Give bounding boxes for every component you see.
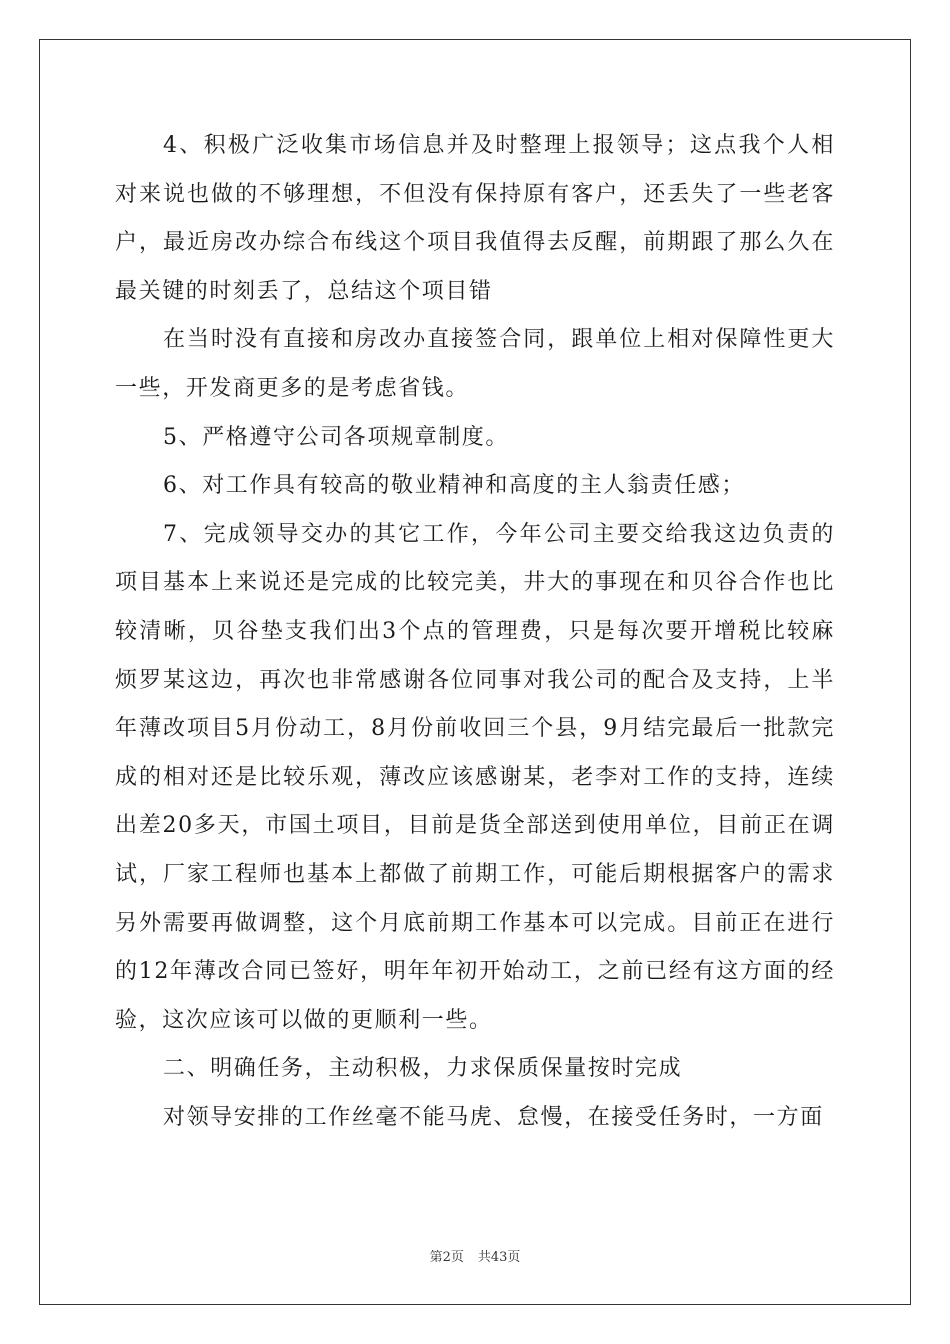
page-total: 共43页 — [477, 1250, 521, 1265]
section-heading-2: 二、明确任务，主动积极，力求保质保量按时完成 — [163, 1056, 683, 1082]
paragraph-item-5: 5、严格遵守公司各项规章制度。 — [163, 424, 509, 450]
paragraph-item-7: 7、完成领导交办的其它工作，今年公司主要交给我这边负责的项目基本上来说还是完成的比较完美，井大的事现在和贝谷合作也比较清晰，贝谷垫支我们出3个点的管理费，只是每次要开增税比较麻烦罗某这边，再次也非常感谢各位同事对我公司的配合及支持，上半年薄改项目5月份动工，8月份前收回三个县，9月结完最后一批款完成的相对还是比较乐观，薄改应该感谢某，老李对工作的支持，连续出差20多天，市国土项目，目前是货全部送到使用单位，目前正在调试，厂家工程师也基本上都做了前期工作，可能后期根据客户的需求另外需要再做调整，这个月底前期工作基本可以完成。目前正在进行的12年薄改合同已签好，明年年初开始动工，之前已经有这方面的经验，这次应该可以做的更顺利一些。 — [115, 521, 835, 1033]
paragraph-section-2-body: 对领导安排的工作丝毫不能马虎、怠慢，在接受任务时，一方面 — [163, 1104, 824, 1130]
page-number: 第2页 — [429, 1250, 464, 1265]
paragraph-contract-note: 在当时没有直接和房改办直接签合同，跟单位上相对保障性更大一些，开发商更多的是考虑省钱。 — [115, 327, 835, 401]
paragraph-item-6: 6、对工作具有较高的敬业精神和高度的主人翁责任感； — [163, 473, 745, 499]
page-footer — [0, 1246, 950, 1265]
paragraph-item-4: 4、积极广泛收集市场信息并及时整理上报领导；这点我个人相对来说也做的不够理想，不但没有保持原有客户，还丢失了一些老客户，最近房改办综合布线这个项目我值得去反醒，前期跟了那么久在最关键的时刻丢了，总结这个项目错 — [115, 133, 835, 304]
document-body — [115, 122, 835, 1142]
